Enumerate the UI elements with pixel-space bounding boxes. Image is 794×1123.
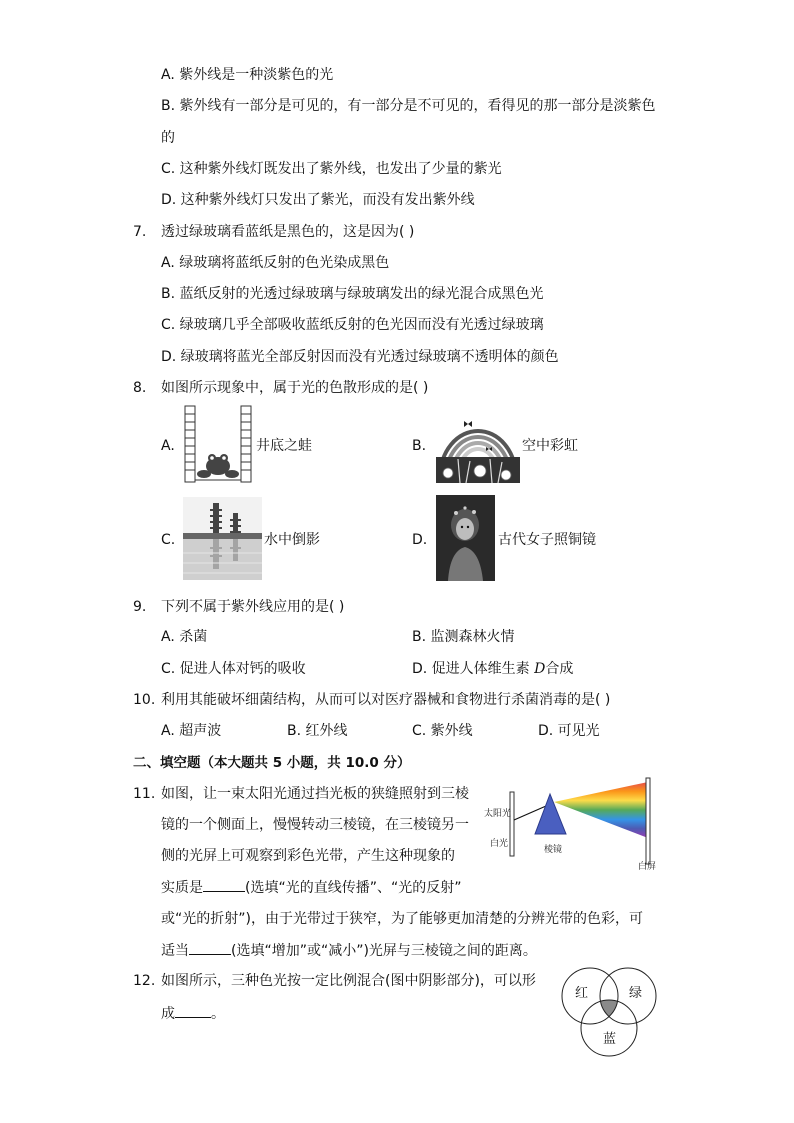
q9-option-b: B. 监测森林火情 bbox=[412, 629, 515, 645]
white-screen bbox=[646, 778, 650, 864]
spectrum-band bbox=[554, 782, 648, 838]
q11-line-4 bbox=[161, 877, 461, 898]
prism-dispersion-figure bbox=[480, 776, 660, 872]
q8-option-b-letter: B. bbox=[412, 438, 427, 454]
q8-option-d-letter: D. bbox=[412, 532, 428, 548]
slit-board bbox=[510, 792, 514, 856]
q9-option-c: C. 促进人体对钙的吸收 bbox=[161, 661, 306, 677]
q11-line-6 bbox=[161, 940, 537, 961]
q12-line-2 bbox=[161, 1003, 225, 1024]
q6-option-c: C. 这种紫外线灯既发出了紫外线，也发出了少量的紫光 bbox=[161, 161, 502, 177]
q8-number: 8. bbox=[133, 380, 147, 396]
q8-option-c-label: 水中倒影 bbox=[264, 532, 320, 548]
q7-number: 7. bbox=[133, 224, 147, 240]
q9-option-d-text: D. 促进人体维生素 bbox=[412, 661, 535, 677]
q7-stem: 透过绿玻璃看蓝纸是黑色的，这是因为( ) bbox=[161, 224, 415, 240]
rainbow-image bbox=[436, 407, 520, 483]
q6-option-a: A. 紫外线是一种淡紫色的光 bbox=[161, 67, 334, 83]
q11-number: 11. bbox=[133, 786, 156, 802]
bronze-mirror-image bbox=[436, 495, 495, 581]
q9-option-d-variable: D bbox=[534, 661, 546, 677]
sun-light-label: 太阳光 bbox=[484, 809, 512, 819]
color-mixing-venn bbox=[556, 966, 662, 1058]
q11-line-2: 镜的一个侧面上，慢慢转动三棱镜，在三棱镜另一 bbox=[161, 817, 469, 833]
q10-stem: 利用其能破坏细菌结构，从而可以对医疗器械和食物进行杀菌消毒的是( ) bbox=[161, 692, 611, 708]
prism-label: 棱镜 bbox=[544, 845, 563, 855]
q10-option-c: C. 紫外线 bbox=[412, 723, 473, 739]
q7-option-a: A. 绿玻璃将蓝纸反射的色光染成黑色 bbox=[161, 255, 390, 271]
frog-in-well-image bbox=[183, 404, 253, 484]
q11-line-6-text: 适当 bbox=[161, 943, 189, 959]
q7-option-b: B. 蓝纸反射的光透过绿玻璃与绿玻璃发出的绿光混合成黑色光 bbox=[161, 286, 544, 302]
q8-option-b-label: 空中彩虹 bbox=[522, 438, 578, 454]
q12-line-1: 如图所示，三种色光按一定比例混合(图中阴影部分)，可以形 bbox=[161, 973, 536, 989]
q8-option-c-letter: C. bbox=[161, 532, 176, 548]
q9-number: 9. bbox=[133, 599, 147, 615]
q10-number: 10. bbox=[133, 692, 156, 708]
q7-option-c: C. 绿玻璃几乎全部吸收蓝纸反射的色光因而没有光透过绿玻璃 bbox=[161, 317, 544, 333]
q9-option-d-suffix: 合成 bbox=[545, 661, 574, 677]
q9-option-d bbox=[412, 659, 573, 679]
q10-option-b: B. 红外线 bbox=[287, 723, 348, 739]
q9-stem: 下列不属于紫外线应用的是( ) bbox=[161, 599, 345, 615]
q11-line-4-text: 实质是 bbox=[161, 880, 203, 896]
screen-label: 白屏 bbox=[638, 862, 657, 872]
q8-option-a-label: 井底之蛙 bbox=[256, 438, 312, 454]
q11-line-5: 或“光的折射”)，由于光带过于狭窄，为了能够更加清楚的分辨光带的色彩，可 bbox=[161, 911, 643, 927]
q11-line-3: 侧的光屏上可观察到彩色光带，产生这种现象的 bbox=[161, 848, 455, 864]
q11-answer-blank-2[interactable] bbox=[189, 940, 231, 955]
q11-line-6-suffix: (选填“增加”或“减小”)光屏与三棱镜之间的距离。 bbox=[231, 943, 537, 959]
q12-line-2-text: 成 bbox=[161, 1006, 175, 1022]
q6-option-d: D. 这种紫外线灯只发出了紫光，而没有发出紫外线 bbox=[161, 192, 475, 208]
q7-option-d: D. 绿玻璃将蓝光全部反射因而没有光透过绿玻璃不透明体的颜色 bbox=[161, 349, 559, 365]
red-circle bbox=[562, 968, 618, 1024]
water-reflection-image bbox=[183, 497, 262, 580]
q12-number: 12. bbox=[133, 973, 156, 989]
section-title: 二、填空题（本大题共 5 小题，共 10.0 分） bbox=[133, 755, 411, 771]
q8-option-d-label: 古代女子照铜镜 bbox=[498, 532, 596, 548]
q11-line-4-suffix: (选填“光的直线传播”、“光的反射” bbox=[245, 880, 462, 896]
q6-option-b: B. 紫外线有一部分是可见的，有一部分是不可见的，看得见的那一部分是淡紫色 bbox=[161, 98, 656, 114]
q9-option-a: A. 杀菌 bbox=[161, 629, 208, 645]
q11-answer-blank-1[interactable] bbox=[203, 877, 245, 892]
q10-option-a: A. 超声波 bbox=[161, 723, 222, 739]
prism-shape bbox=[535, 794, 566, 834]
q10-option-d: D. 可见光 bbox=[538, 723, 600, 739]
q6-option-b-cont: 的 bbox=[161, 130, 175, 146]
green-circle bbox=[600, 968, 656, 1024]
green-label: 绿 bbox=[629, 986, 643, 1001]
q12-line-2-suffix: 。 bbox=[211, 1006, 225, 1022]
red-label: 红 bbox=[575, 986, 589, 1001]
q8-stem: 如图所示现象中，属于光的色散形成的是( ) bbox=[161, 380, 429, 396]
white-light-label: 白光 bbox=[490, 839, 509, 849]
blue-label: 蓝 bbox=[603, 1032, 617, 1047]
q11-line-1: 如图，让一束太阳光通过挡光板的狭缝照射到三棱 bbox=[161, 786, 469, 802]
q8-option-a-letter: A. bbox=[161, 438, 175, 454]
q12-answer-blank[interactable] bbox=[175, 1003, 211, 1018]
